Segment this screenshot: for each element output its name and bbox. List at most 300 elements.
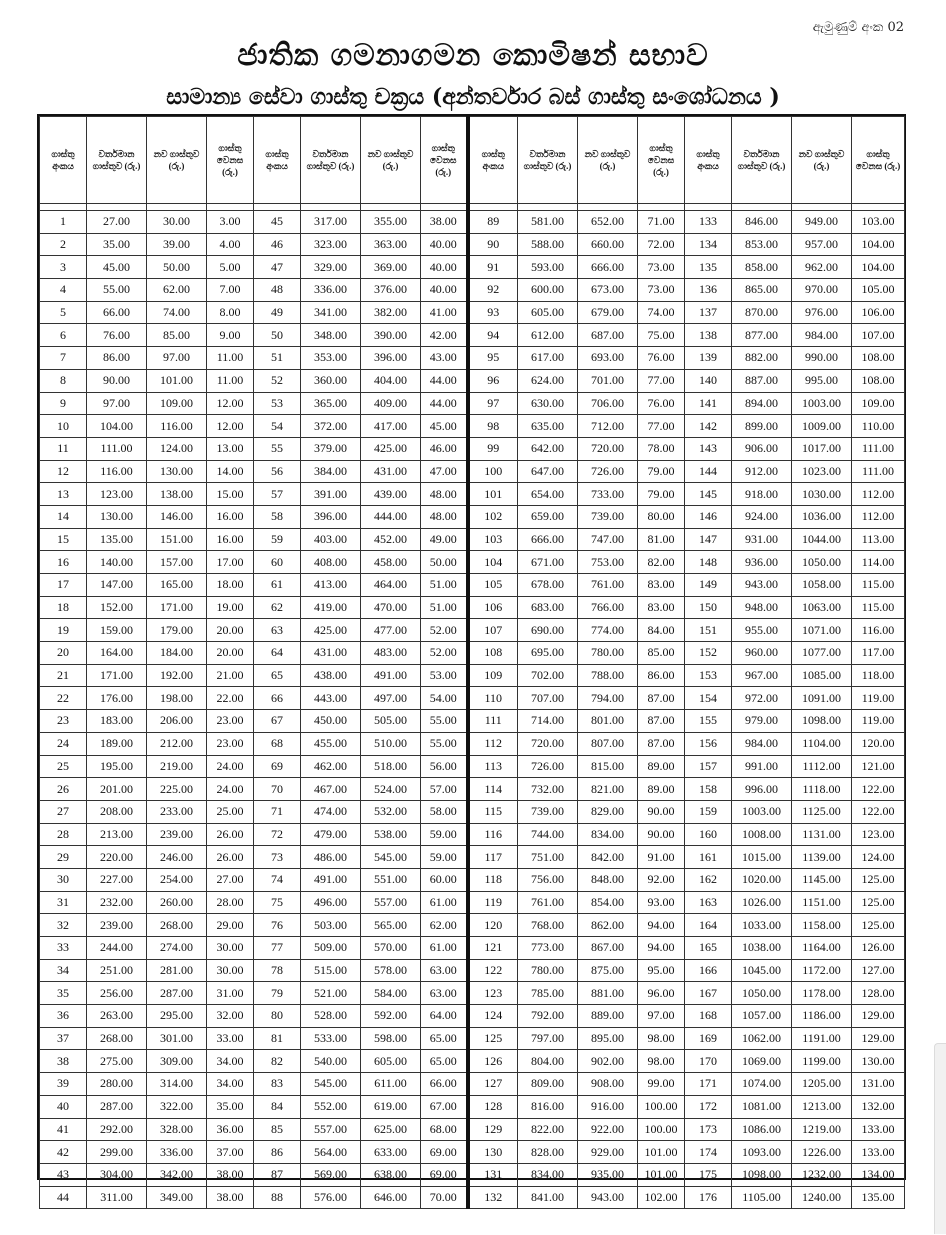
fare-difference-cell: 69.00 (421, 1163, 468, 1186)
fare-difference-cell: 38.00 (207, 1186, 254, 1209)
new-fare-cell: 1151.00 (792, 891, 852, 914)
new-fare-cell: 1058.00 (792, 574, 852, 597)
current-fare-cell: 955.00 (732, 619, 792, 642)
fare-difference-cell: 50.00 (421, 551, 468, 574)
new-fare-cell: 774.00 (578, 619, 638, 642)
new-fare-cell: 687.00 (578, 324, 638, 347)
new-fare-cell: 1240.00 (792, 1186, 852, 1209)
fare-stage-cell: 113 (468, 755, 518, 778)
fare-stage-cell: 36 (40, 1005, 87, 1028)
fare-stage-cell: 54 (254, 415, 301, 438)
fare-stage-cell: 132 (468, 1186, 518, 1209)
new-fare-cell: 382.00 (361, 301, 421, 324)
fare-difference-cell: 99.00 (638, 1073, 685, 1096)
new-fare-cell: 85.00 (147, 324, 207, 347)
fare-stage-cell: 10 (40, 415, 87, 438)
fare-difference-cell: 101.00 (638, 1163, 685, 1186)
fare-difference-cell: 18.00 (207, 574, 254, 597)
new-fare-cell: 578.00 (361, 959, 421, 982)
new-fare-cell: 260.00 (147, 891, 207, 914)
fare-table (39, 116, 905, 1209)
fare-difference-cell: 73.00 (638, 279, 685, 302)
fare-difference-cell: 21.00 (207, 664, 254, 687)
current-fare-cell: 496.00 (301, 891, 361, 914)
new-fare-cell: 625.00 (361, 1118, 421, 1141)
current-fare-cell: 899.00 (732, 415, 792, 438)
fare-difference-cell: 23.00 (207, 710, 254, 733)
current-fare-cell: 540.00 (301, 1050, 361, 1073)
new-fare-cell: 206.00 (147, 710, 207, 733)
new-fare-cell: 151.00 (147, 528, 207, 551)
new-fare-cell: 538.00 (361, 823, 421, 846)
fare-stage-cell: 34 (40, 959, 87, 982)
new-fare-cell: 848.00 (578, 868, 638, 891)
current-fare-cell: 474.00 (301, 800, 361, 823)
fare-difference-cell: 100.00 (638, 1118, 685, 1141)
fare-difference-cell: 28.00 (207, 891, 254, 914)
fare-difference-cell: 20.00 (207, 619, 254, 642)
current-fare-cell: 201.00 (87, 778, 147, 801)
current-fare-cell: 1020.00 (732, 868, 792, 891)
fare-difference-cell: 100.00 (638, 1095, 685, 1118)
fare-difference-cell: 65.00 (421, 1050, 468, 1073)
new-fare-cell: 929.00 (578, 1141, 638, 1164)
current-fare-cell: 761.00 (518, 891, 578, 914)
new-fare-cell: 1158.00 (792, 914, 852, 937)
fare-stage-cell: 95 (468, 347, 518, 370)
fare-stage-cell: 11 (40, 437, 87, 460)
current-fare-cell: 780.00 (518, 959, 578, 982)
current-fare-cell: 557.00 (301, 1118, 361, 1141)
new-fare-cell: 1017.00 (792, 437, 852, 460)
new-fare-header: නව ගාස්තුව (රු.) (147, 117, 207, 204)
fare-stage-cell: 116 (468, 823, 518, 846)
current-fare-cell: 35.00 (87, 233, 147, 256)
new-fare-cell: 908.00 (578, 1073, 638, 1096)
current-fare-cell: 581.00 (518, 211, 578, 234)
fare-difference-cell: 75.00 (638, 324, 685, 347)
new-fare-cell: 788.00 (578, 664, 638, 687)
current-fare-cell: 183.00 (87, 710, 147, 733)
fare-difference-cell: 87.00 (638, 732, 685, 755)
fare-stage-cell: 13 (40, 483, 87, 506)
current-fare-cell: 244.00 (87, 937, 147, 960)
new-fare-cell: 295.00 (147, 1005, 207, 1028)
current-fare-cell: 828.00 (518, 1141, 578, 1164)
fare-difference-cell: 34.00 (207, 1073, 254, 1096)
fare-stage-cell: 14 (40, 505, 87, 528)
new-fare-cell: 219.00 (147, 755, 207, 778)
current-fare-cell: 323.00 (301, 233, 361, 256)
current-fare-cell: 588.00 (518, 233, 578, 256)
fare-difference-cell: 11.00 (207, 369, 254, 392)
current-fare-cell: 1033.00 (732, 914, 792, 937)
fare-difference-cell: 104.00 (852, 256, 905, 279)
fare-difference-cell: 72.00 (638, 233, 685, 256)
fare-difference-cell: 12.00 (207, 392, 254, 415)
fare-difference-cell: 128.00 (852, 982, 905, 1005)
current-fare-cell: 887.00 (732, 369, 792, 392)
fare-difference-cell: 118.00 (852, 664, 905, 687)
current-fare-cell: 683.00 (518, 596, 578, 619)
new-fare-cell: 1164.00 (792, 937, 852, 960)
fare-difference-cell: 44.00 (421, 369, 468, 392)
fare-stage-cell: 163 (685, 891, 732, 914)
current-fare-cell: 509.00 (301, 937, 361, 960)
fare-stage-cell: 73 (254, 846, 301, 869)
fare-stage-cell: 140 (685, 369, 732, 392)
new-fare-cell: 660.00 (578, 233, 638, 256)
new-fare-cell: 545.00 (361, 846, 421, 869)
current-fare-cell: 635.00 (518, 415, 578, 438)
current-fare-cell: 292.00 (87, 1118, 147, 1141)
fare-difference-cell: 16.00 (207, 505, 254, 528)
current-fare-cell: 104.00 (87, 415, 147, 438)
current-fare-cell: 521.00 (301, 982, 361, 1005)
fare-difference-cell: 131.00 (852, 1073, 905, 1096)
fare-stage-cell: 143 (685, 437, 732, 460)
fare-stage-cell: 52 (254, 369, 301, 392)
fare-difference-cell: 114.00 (852, 551, 905, 574)
fare-stage-cell: 100 (468, 460, 518, 483)
fare-difference-cell: 61.00 (421, 937, 468, 960)
fare-difference-cell: 113.00 (852, 528, 905, 551)
fare-difference-cell: 89.00 (638, 778, 685, 801)
current-fare-cell: 27.00 (87, 211, 147, 234)
fare-difference-cell: 38.00 (207, 1163, 254, 1186)
fare-stage-cell: 173 (685, 1118, 732, 1141)
current-fare-cell: 654.00 (518, 483, 578, 506)
new-fare-cell: 984.00 (792, 324, 852, 347)
fare-difference-cell: 102.00 (638, 1186, 685, 1209)
fare-stage-header: ගාස්තු අංකය (254, 117, 301, 204)
new-fare-cell: 889.00 (578, 1005, 638, 1028)
fare-difference-cell: 98.00 (638, 1050, 685, 1073)
new-fare-cell: 753.00 (578, 551, 638, 574)
new-fare-cell: 598.00 (361, 1027, 421, 1050)
fare-difference-cell: 94.00 (638, 937, 685, 960)
current-fare-cell: 773.00 (518, 937, 578, 960)
current-fare-cell: 268.00 (87, 1027, 147, 1050)
new-fare-cell: 1232.00 (792, 1163, 852, 1186)
fare-stage-cell: 47 (254, 256, 301, 279)
fare-stage-cell: 5 (40, 301, 87, 324)
new-fare-cell: 693.00 (578, 347, 638, 370)
fare-stage-cell: 25 (40, 755, 87, 778)
fare-stage-cell: 32 (40, 914, 87, 937)
table-row (40, 460, 905, 483)
new-fare-cell: 1219.00 (792, 1118, 852, 1141)
table-row (40, 1141, 905, 1164)
fare-difference-cell: 105.00 (852, 279, 905, 302)
fare-difference-cell: 46.00 (421, 437, 468, 460)
new-fare-cell: 301.00 (147, 1027, 207, 1050)
fare-stage-cell: 56 (254, 460, 301, 483)
new-fare-cell: 396.00 (361, 347, 421, 370)
fare-difference-cell: 23.00 (207, 732, 254, 755)
current-fare-cell: 1008.00 (732, 823, 792, 846)
current-fare-cell: 804.00 (518, 1050, 578, 1073)
new-fare-cell: 39.00 (147, 233, 207, 256)
fare-difference-cell: 40.00 (421, 279, 468, 302)
new-fare-header: නව ගාස්තුව (රු.) (361, 117, 421, 204)
table-row (40, 1027, 905, 1050)
page-subtitle: සාමාන්‍ය සේවා ගාස්තු චක්‍රය (අන්තර්වාර බස් ගාස්තු සංශෝධනය ) (166, 84, 780, 110)
fare-difference-cell: 112.00 (852, 483, 905, 506)
current-fare-cell: 1093.00 (732, 1141, 792, 1164)
fare-difference-cell: 87.00 (638, 687, 685, 710)
new-fare-header: නව ගාස්තුව (රු.) (792, 117, 852, 204)
new-fare-cell: 1226.00 (792, 1141, 852, 1164)
fare-stage-cell: 26 (40, 778, 87, 801)
fare-stage-cell: 87 (254, 1163, 301, 1186)
new-fare-cell: 138.00 (147, 483, 207, 506)
new-fare-cell: 349.00 (147, 1186, 207, 1209)
table-row (40, 1163, 905, 1186)
fare-stage-cell: 70 (254, 778, 301, 801)
fare-stage-cell: 103 (468, 528, 518, 551)
current-fare-cell: 164.00 (87, 642, 147, 665)
fare-stage-cell: 50 (254, 324, 301, 347)
new-fare-cell: 1178.00 (792, 982, 852, 1005)
current-fare-cell: 232.00 (87, 891, 147, 914)
new-fare-cell: 124.00 (147, 437, 207, 460)
new-fare-cell: 922.00 (578, 1118, 638, 1141)
fare-stage-cell: 127 (468, 1073, 518, 1096)
fare-stage-cell: 171 (685, 1073, 732, 1096)
fare-stage-cell: 152 (685, 642, 732, 665)
new-fare-cell: 184.00 (147, 642, 207, 665)
new-fare-cell: 518.00 (361, 755, 421, 778)
table-row (40, 982, 905, 1005)
fare-stage-cell: 28 (40, 823, 87, 846)
new-fare-cell: 1003.00 (792, 392, 852, 415)
fare-difference-header: ගාස්තු වෙනස (රු.) (207, 117, 254, 204)
fare-difference-cell: 79.00 (638, 483, 685, 506)
table-row (40, 755, 905, 778)
fare-stage-cell: 124 (468, 1005, 518, 1028)
fare-difference-cell: 121.00 (852, 755, 905, 778)
table-row (40, 505, 905, 528)
current-fare-cell: 455.00 (301, 732, 361, 755)
current-fare-cell: 159.00 (87, 619, 147, 642)
new-fare-cell: 565.00 (361, 914, 421, 937)
table-row (40, 687, 905, 710)
current-fare-cell: 263.00 (87, 1005, 147, 1028)
fare-stage-cell: 126 (468, 1050, 518, 1073)
current-fare-cell: 659.00 (518, 505, 578, 528)
fare-difference-cell: 129.00 (852, 1027, 905, 1050)
fare-difference-cell: 49.00 (421, 528, 468, 551)
current-fare-cell: 239.00 (87, 914, 147, 937)
fare-difference-cell: 64.00 (421, 1005, 468, 1028)
new-fare-cell: 605.00 (361, 1050, 421, 1073)
current-fare-cell: 809.00 (518, 1073, 578, 1096)
fare-difference-cell: 61.00 (421, 891, 468, 914)
current-fare-cell: 943.00 (732, 574, 792, 597)
fare-stage-cell: 97 (468, 392, 518, 415)
fare-stage-cell: 55 (254, 437, 301, 460)
new-fare-cell: 679.00 (578, 301, 638, 324)
fare-stage-cell: 145 (685, 483, 732, 506)
fare-stage-cell: 71 (254, 800, 301, 823)
current-fare-cell: 403.00 (301, 528, 361, 551)
current-fare-cell: 912.00 (732, 460, 792, 483)
fare-difference-cell: 31.00 (207, 982, 254, 1005)
current-fare-cell: 1074.00 (732, 1073, 792, 1096)
fare-stage-cell: 117 (468, 846, 518, 869)
fare-stage-cell: 86 (254, 1141, 301, 1164)
new-fare-cell: 198.00 (147, 687, 207, 710)
fare-difference-cell: 108.00 (852, 347, 905, 370)
current-fare-cell: 379.00 (301, 437, 361, 460)
new-fare-cell: 505.00 (361, 710, 421, 733)
fare-stage-cell: 112 (468, 732, 518, 755)
current-fare-cell: 671.00 (518, 551, 578, 574)
fare-stage-cell: 46 (254, 233, 301, 256)
fare-difference-cell: 76.00 (638, 347, 685, 370)
new-fare-cell: 165.00 (147, 574, 207, 597)
fare-stage-cell: 147 (685, 528, 732, 551)
fare-difference-cell: 111.00 (852, 460, 905, 483)
current-fare-cell: 984.00 (732, 732, 792, 755)
fare-stage-cell: 130 (468, 1141, 518, 1164)
fare-stage-cell: 72 (254, 823, 301, 846)
fare-stage-cell: 111 (468, 710, 518, 733)
current-fare-cell: 220.00 (87, 846, 147, 869)
new-fare-cell: 1112.00 (792, 755, 852, 778)
fare-difference-cell: 40.00 (421, 233, 468, 256)
current-fare-cell: 1003.00 (732, 800, 792, 823)
current-fare-cell: 624.00 (518, 369, 578, 392)
current-fare-cell: 841.00 (518, 1186, 578, 1209)
fare-stage-cell: 4 (40, 279, 87, 302)
new-fare-cell: 458.00 (361, 551, 421, 574)
new-fare-cell: 342.00 (147, 1163, 207, 1186)
fare-difference-cell: 132.00 (852, 1095, 905, 1118)
table-row (40, 1073, 905, 1096)
current-fare-cell: 924.00 (732, 505, 792, 528)
page-title: ජාතික ගමනාගමන කොමිෂන් සභාව (237, 38, 709, 73)
current-fare-cell: 865.00 (732, 279, 792, 302)
fare-difference-header: ගාස්තු වෙනස (රු.) (421, 117, 468, 204)
fare-stage-cell: 162 (685, 868, 732, 891)
fare-stage-cell: 43 (40, 1163, 87, 1186)
fare-difference-cell: 90.00 (638, 800, 685, 823)
current-fare-cell: 906.00 (732, 437, 792, 460)
current-fare-cell: 564.00 (301, 1141, 361, 1164)
current-fare-cell: 275.00 (87, 1050, 147, 1073)
current-fare-cell: 996.00 (732, 778, 792, 801)
current-fare-cell: 967.00 (732, 664, 792, 687)
table-row (40, 596, 905, 619)
new-fare-cell: 281.00 (147, 959, 207, 982)
new-fare-cell: 834.00 (578, 823, 638, 846)
fare-difference-cell: 62.00 (421, 914, 468, 937)
new-fare-cell: 633.00 (361, 1141, 421, 1164)
new-fare-cell: 943.00 (578, 1186, 638, 1209)
current-fare-cell: 720.00 (518, 732, 578, 755)
fare-stage-cell: 2 (40, 233, 87, 256)
current-fare-cell: 528.00 (301, 1005, 361, 1028)
current-fare-cell: 894.00 (732, 392, 792, 415)
new-fare-cell: 390.00 (361, 324, 421, 347)
fare-stage-cell: 125 (468, 1027, 518, 1050)
current-fare-cell: 576.00 (301, 1186, 361, 1209)
fare-stage-cell: 33 (40, 937, 87, 960)
table-header-row (40, 117, 905, 204)
fare-difference-cell: 111.00 (852, 437, 905, 460)
new-fare-cell: 97.00 (147, 347, 207, 370)
new-fare-cell: 171.00 (147, 596, 207, 619)
fare-difference-cell: 71.00 (638, 211, 685, 234)
current-fare-cell: 55.00 (87, 279, 147, 302)
new-fare-cell: 1030.00 (792, 483, 852, 506)
fare-stage-cell: 139 (685, 347, 732, 370)
new-fare-cell: 30.00 (147, 211, 207, 234)
current-fare-cell: 1069.00 (732, 1050, 792, 1073)
current-fare-cell: 280.00 (87, 1073, 147, 1096)
fare-stage-cell: 166 (685, 959, 732, 982)
fare-stage-cell: 91 (468, 256, 518, 279)
current-fare-cell: 348.00 (301, 324, 361, 347)
current-fare-cell: 1015.00 (732, 846, 792, 869)
current-fare-cell: 732.00 (518, 778, 578, 801)
current-fare-cell: 545.00 (301, 1073, 361, 1096)
fare-stage-cell: 15 (40, 528, 87, 551)
current-fare-cell: 846.00 (732, 211, 792, 234)
table-row (40, 256, 905, 279)
fare-stage-cell: 63 (254, 619, 301, 642)
fare-difference-cell: 20.00 (207, 642, 254, 665)
current-fare-cell: 227.00 (87, 868, 147, 891)
fare-difference-cell: 69.00 (421, 1141, 468, 1164)
page-scrollbar[interactable] (934, 1043, 946, 1234)
fare-difference-cell: 51.00 (421, 596, 468, 619)
current-fare-cell: 256.00 (87, 982, 147, 1005)
fare-difference-cell: 29.00 (207, 914, 254, 937)
fare-stage-cell: 136 (685, 279, 732, 302)
table-row (40, 1050, 905, 1073)
fare-difference-cell: 133.00 (852, 1118, 905, 1141)
new-fare-cell: 935.00 (578, 1163, 638, 1186)
new-fare-cell: 50.00 (147, 256, 207, 279)
fare-stage-cell: 174 (685, 1141, 732, 1164)
fare-difference-cell: 86.00 (638, 664, 685, 687)
new-fare-cell: 990.00 (792, 347, 852, 370)
fare-difference-cell: 130.00 (852, 1050, 905, 1073)
current-fare-cell: 768.00 (518, 914, 578, 937)
fare-stage-cell: 175 (685, 1163, 732, 1186)
fare-stage-cell: 141 (685, 392, 732, 415)
fare-stage-cell: 169 (685, 1027, 732, 1050)
new-fare-cell: 1125.00 (792, 800, 852, 823)
new-fare-cell: 146.00 (147, 505, 207, 528)
fare-difference-cell: 53.00 (421, 664, 468, 687)
fare-stage-cell: 79 (254, 982, 301, 1005)
fare-stage-cell: 49 (254, 301, 301, 324)
current-fare-cell: 533.00 (301, 1027, 361, 1050)
new-fare-header: නව ගාස්තුව (රු.) (578, 117, 638, 204)
fare-difference-cell: 33.00 (207, 1027, 254, 1050)
fare-difference-cell: 73.00 (638, 256, 685, 279)
table-row (40, 1005, 905, 1028)
new-fare-cell: 801.00 (578, 710, 638, 733)
fare-stage-cell: 23 (40, 710, 87, 733)
current-fare-cell: 208.00 (87, 800, 147, 823)
current-fare-cell: 116.00 (87, 460, 147, 483)
new-fare-cell: 881.00 (578, 982, 638, 1005)
